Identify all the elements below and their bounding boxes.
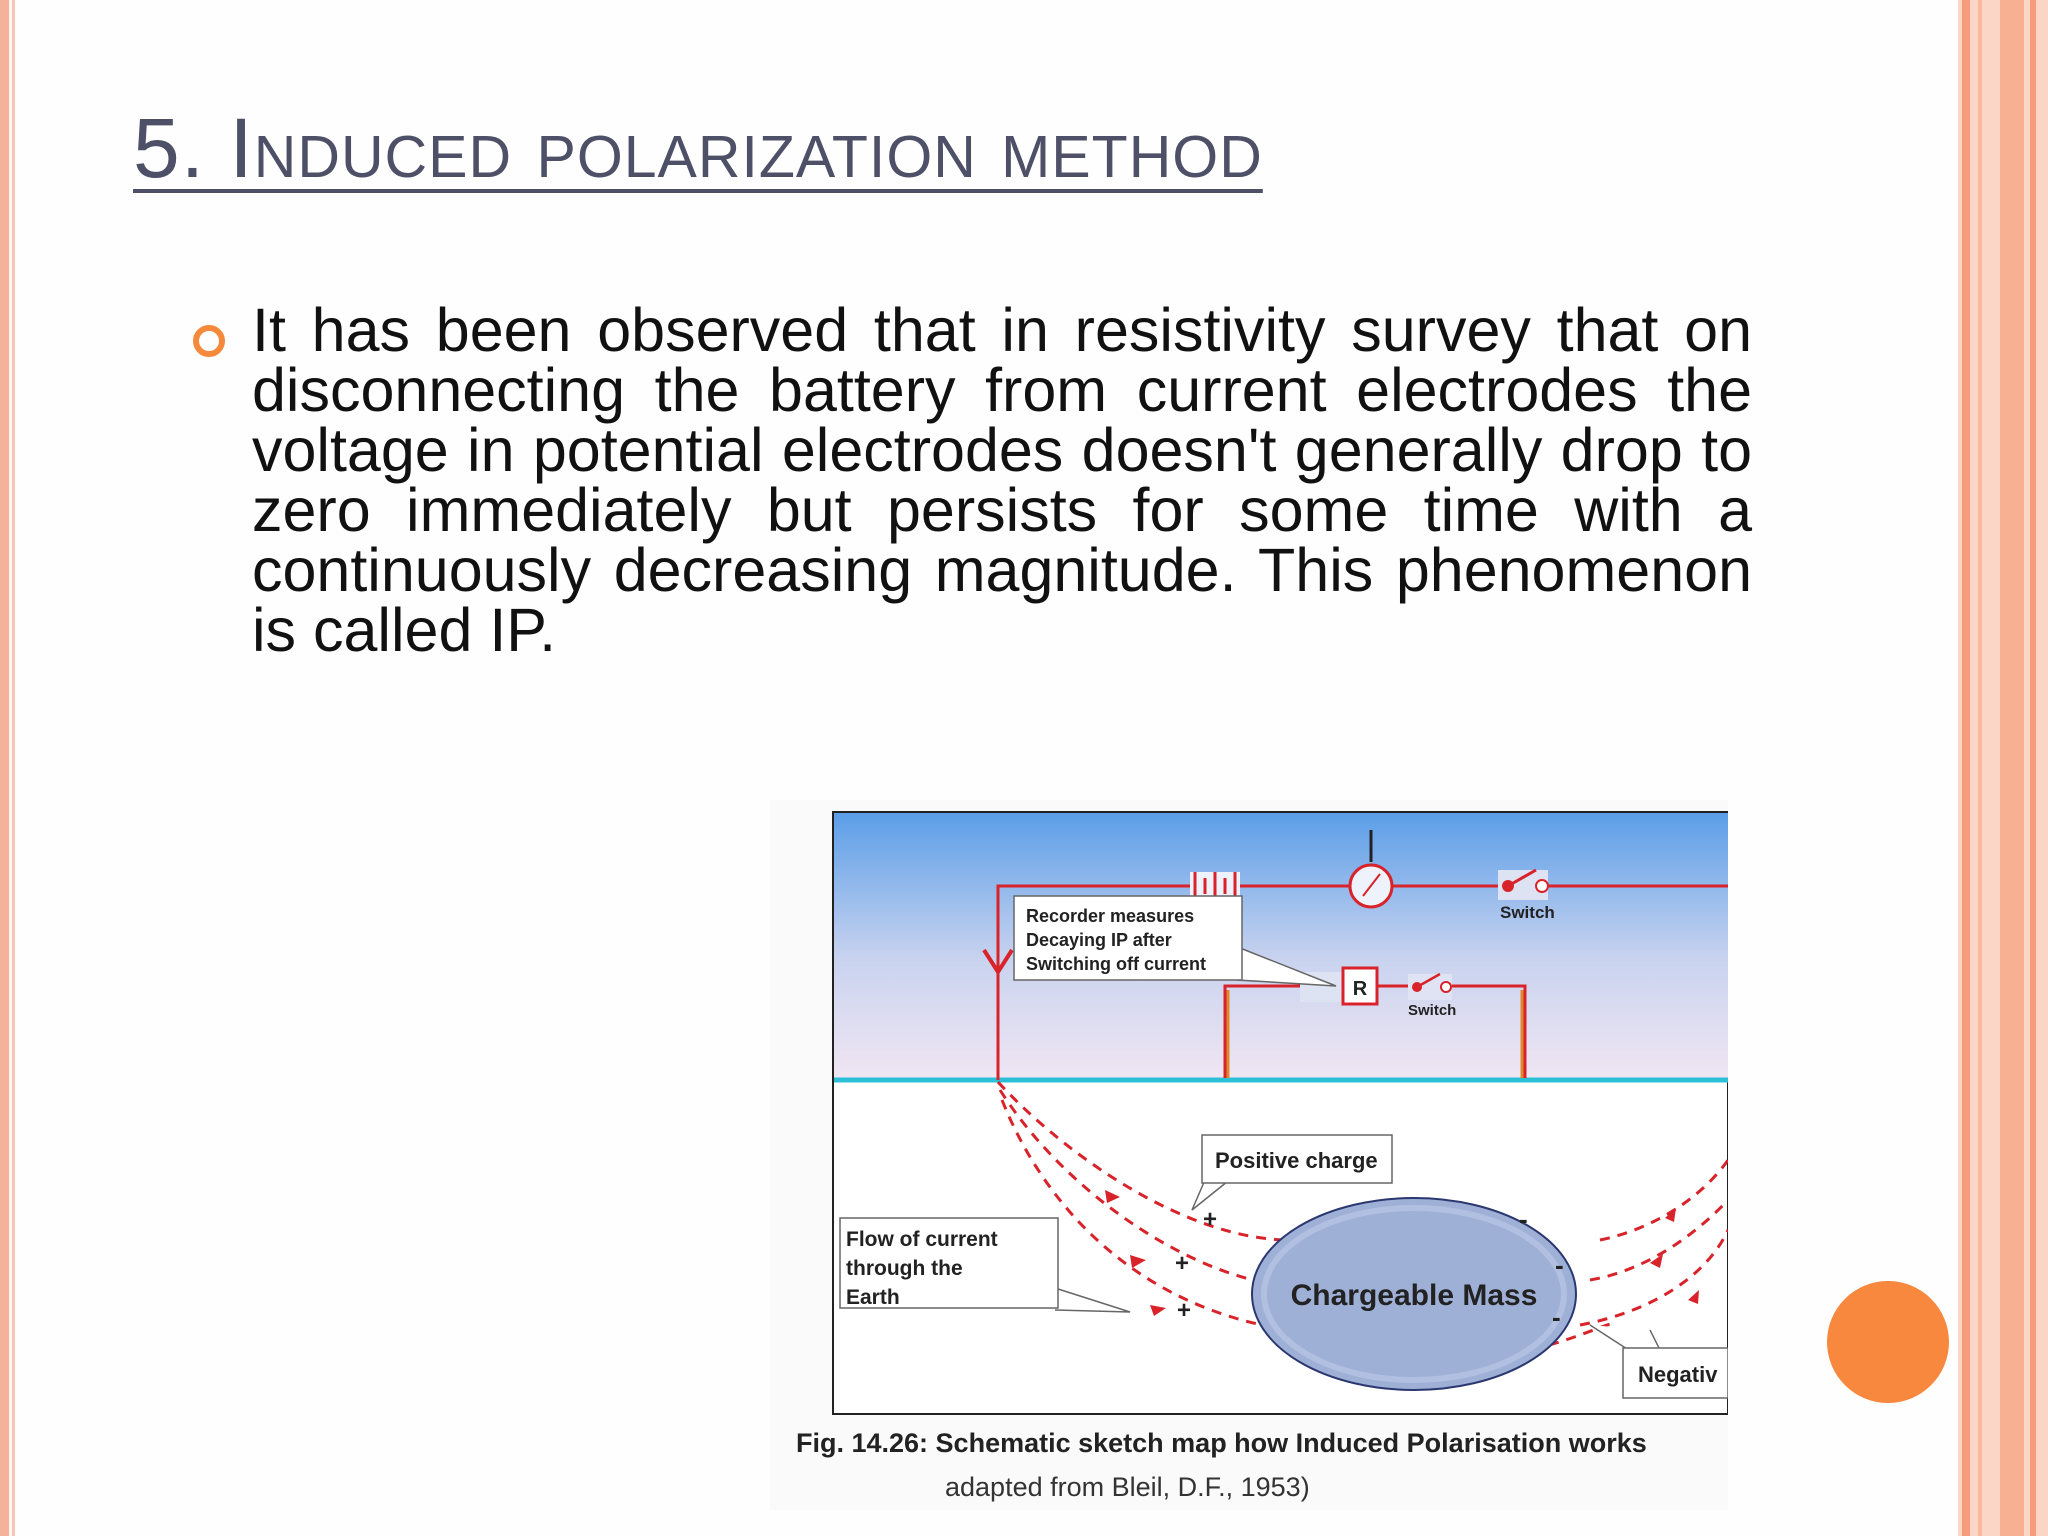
right-border-stripe [2030, 0, 2036, 1536]
resistor-label: R [1352, 978, 1368, 1000]
bullet-circle-icon [193, 325, 225, 357]
flow-label-line1: Flow of current [846, 1228, 998, 1251]
minus-sign: - [1555, 1250, 1564, 1280]
figure-caption: Fig. 14.26: Schematic sketch map how Induced Polarisation works [796, 1428, 1647, 1458]
figure-source: adapted from Bleil, D.F., 1953) [945, 1472, 1310, 1502]
sky-background [834, 813, 1728, 1080]
recorder-label-line1: Recorder measures [1026, 906, 1195, 926]
chargeable-mass-label: Chargeable Mass [1290, 1279, 1538, 1312]
bullet-text: It has been observed that in resistivity survey that on disconnecting the battery from current electrodes the voltage in potential electrodes doesn't generally drop to zero immediately but persists for some time with a continuously decreasing magnitude. This phenomenon is called IP. [252, 296, 1752, 664]
flow-label-line2: through the [846, 1257, 963, 1280]
recorder-label-line3: Switching off current [1026, 954, 1206, 974]
plus-sign: + [1203, 1206, 1218, 1233]
switch-top-label: Switch [1500, 903, 1555, 922]
switch-bottom-label: Switch [1408, 1002, 1457, 1019]
right-border-stripe [1962, 0, 1970, 1536]
minus-sign: - [1519, 1204, 1528, 1234]
decorative-orange-circle [1827, 1281, 1949, 1403]
switch-top-icon [1498, 870, 1548, 900]
right-border-stripe [1978, 0, 1982, 1536]
positive-charge-label: Positive charge [1215, 1148, 1378, 1173]
minus-sign: - [1552, 1302, 1561, 1332]
slide-title: 5. Induced polarization method [133, 101, 1263, 195]
right-border-stripe [2000, 0, 2024, 1536]
left-border [0, 0, 9, 1536]
ip-schematic-figure [770, 800, 1728, 1510]
recorder-label-line2: Decaying IP after [1026, 930, 1172, 950]
plus-sign: + [1175, 1250, 1190, 1277]
switch-bottom-icon [1408, 974, 1452, 1000]
flow-label-line3: Earth [846, 1286, 900, 1309]
schematic-diagram [770, 800, 1728, 1428]
negative-label: Negativ [1638, 1362, 1718, 1387]
plus-sign: + [1177, 1297, 1192, 1324]
